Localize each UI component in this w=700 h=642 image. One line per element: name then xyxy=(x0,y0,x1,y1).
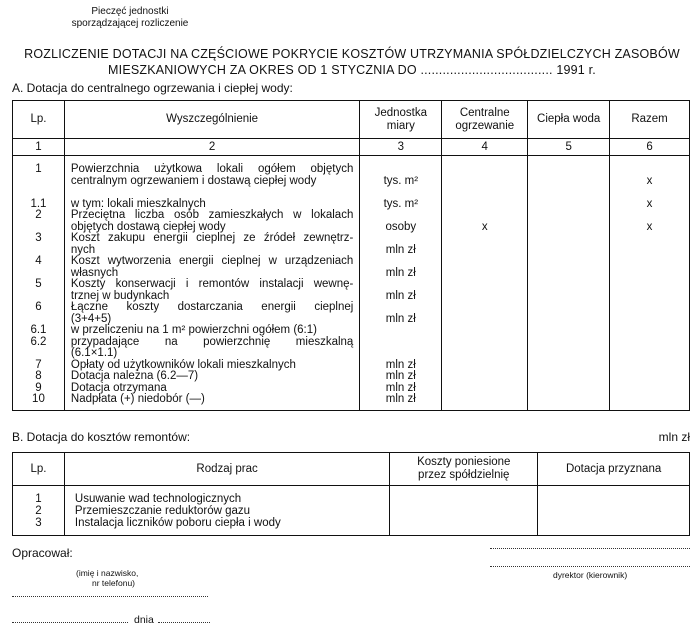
b-header-lp: Lp. xyxy=(13,453,65,486)
stamp-line-1: Pieczęć jednostki xyxy=(91,6,169,17)
row-description-line: (3+4+5) xyxy=(70,312,112,325)
row-lp-line: 3 xyxy=(35,232,42,244)
row-unit-line xyxy=(360,164,441,176)
row-lp xyxy=(13,156,65,199)
row-total-line xyxy=(610,337,689,349)
row-lp-line: 9 xyxy=(35,381,42,394)
row-central-heating[interactable] xyxy=(442,371,528,383)
row-description xyxy=(64,210,359,233)
b-costs-cell[interactable] xyxy=(390,486,538,536)
row-hot-water-line xyxy=(528,210,609,222)
row-unit-line: mln zł xyxy=(385,370,416,382)
b-header-costs-text: Koszty poniesione przez spółdzielnię xyxy=(417,456,511,481)
row-hot-water-line xyxy=(528,302,609,314)
header-unit-text: Jednostka miary xyxy=(374,106,428,132)
row-description-line: Koszt wytworzenia energii cieplnej w urządzeniach xyxy=(70,255,354,267)
row-unit-line xyxy=(360,348,441,360)
row-central-heating[interactable] xyxy=(442,256,528,279)
row-central-heating-line xyxy=(442,199,527,211)
header-unit xyxy=(360,101,442,139)
row-central-heating[interactable] xyxy=(442,383,528,395)
row-central-heating[interactable] xyxy=(442,325,528,337)
row-description-line: nych xyxy=(70,243,96,256)
row-description-line: (6.1×1.1) xyxy=(70,347,118,359)
row-central-heating[interactable] xyxy=(442,279,528,302)
row-unit xyxy=(360,337,442,360)
b-header-costs xyxy=(390,453,538,486)
row-unit xyxy=(360,199,442,211)
row-description-line: objętych dostawą ciepłej wody xyxy=(70,220,226,233)
row-unit-line: mln zł xyxy=(385,393,416,405)
row-total[interactable] xyxy=(610,302,690,325)
row-unit-line: mln zł xyxy=(385,312,416,325)
row-unit-line xyxy=(360,187,441,199)
col-num-1: 1 xyxy=(13,139,65,156)
table-row xyxy=(13,371,690,383)
row-hot-water-line xyxy=(528,383,609,395)
b-lp-1: 1 xyxy=(35,493,42,505)
row-description xyxy=(64,279,359,302)
col-num-3: 3 xyxy=(360,139,442,156)
row-total[interactable] xyxy=(610,394,690,410)
date-line[interactable] xyxy=(158,622,210,623)
table-row xyxy=(13,233,690,256)
row-lp xyxy=(13,337,65,360)
row-hot-water[interactable] xyxy=(528,210,610,233)
row-total-line xyxy=(610,279,689,291)
row-total[interactable] xyxy=(610,233,690,256)
row-unit-line: mln zł xyxy=(385,243,416,256)
row-lp xyxy=(13,210,65,233)
row-description-line: Koszty konserwacji i remontów instalacji wewnę- xyxy=(70,278,354,290)
row-central-heating[interactable] xyxy=(442,302,528,325)
row-lp xyxy=(13,279,65,302)
row-lp-line: 4 xyxy=(35,255,42,267)
table-row xyxy=(13,337,690,360)
col-num-6: 6 xyxy=(610,139,690,156)
row-lp xyxy=(13,325,65,337)
header-central-heating xyxy=(442,101,528,139)
header-total: Razem xyxy=(610,101,690,139)
row-central-heating-line xyxy=(442,337,527,349)
row-lp-line xyxy=(13,348,64,360)
table-row xyxy=(13,256,690,279)
row-description xyxy=(64,233,359,256)
row-hot-water[interactable] xyxy=(528,371,610,383)
row-description-line: Powierzchnia użytkowa lokali ogółem objętych xyxy=(70,163,354,175)
row-total-line xyxy=(610,371,689,383)
row-unit-line xyxy=(360,302,441,314)
row-hot-water-line xyxy=(528,337,609,349)
row-description xyxy=(64,337,359,360)
row-unit-line: mln zł xyxy=(385,358,416,371)
row-total-line: x xyxy=(646,197,653,210)
row-hot-water-line xyxy=(528,325,609,337)
row-total[interactable] xyxy=(610,371,690,383)
row-unit xyxy=(360,156,442,199)
row-unit xyxy=(360,210,442,233)
row-unit-line: mln zł xyxy=(385,381,416,394)
row-description-line: Opłaty od użytkowników lokali mieszkalnych xyxy=(70,358,296,371)
row-central-heating-line xyxy=(442,360,527,372)
section-b-heading: B. Dotacja do kosztów remontów: xyxy=(12,430,191,444)
row-total-line: x xyxy=(646,174,653,187)
row-hot-water[interactable] xyxy=(528,337,610,360)
row-total-line xyxy=(610,187,689,199)
row-hot-water[interactable] xyxy=(528,325,610,337)
section-a-rows xyxy=(13,156,690,411)
section-a-table xyxy=(12,100,690,411)
b-grant-cell[interactable] xyxy=(538,486,690,536)
prepared-by-label: Opracował: xyxy=(12,546,73,560)
row-unit xyxy=(360,256,442,279)
row-description-line: własnych xyxy=(70,266,119,279)
row-hot-water[interactable] xyxy=(528,279,610,302)
row-description-line: Dotacja należna (6.2—7) xyxy=(70,370,199,382)
col-num-5: 5 xyxy=(528,139,610,156)
row-lp-line: 1.1 xyxy=(30,197,47,210)
row-lp-line: 6 xyxy=(35,301,42,313)
row-total-line: x xyxy=(646,220,653,233)
row-unit-line xyxy=(360,233,441,245)
b-header-grant: Dotacja przyznana xyxy=(538,453,690,486)
row-lp-line: 5 xyxy=(35,278,42,290)
row-unit-line: mln zł xyxy=(385,289,416,302)
row-description xyxy=(64,156,359,199)
row-description xyxy=(64,394,359,410)
col-num-2: 2 xyxy=(64,139,359,156)
row-description-line: Łączne koszty dostarczania energii cieplnej xyxy=(70,301,354,313)
section-b-table xyxy=(12,452,690,536)
row-lp-line: 10 xyxy=(32,393,45,405)
stamp-label xyxy=(50,6,210,30)
row-unit xyxy=(360,233,442,256)
row-central-heating[interactable] xyxy=(442,360,528,372)
row-lp-line xyxy=(13,187,64,199)
row-hot-water-line xyxy=(528,279,609,291)
name-line[interactable] xyxy=(12,596,208,597)
row-total[interactable] xyxy=(610,383,690,395)
row-description-line: Koszt zakupu energii cieplnej ze źródeł zewnętrz- xyxy=(70,232,354,244)
row-hot-water[interactable] xyxy=(528,302,610,325)
row-central-heating[interactable] xyxy=(442,199,528,211)
b-lp-cell xyxy=(13,486,65,536)
b-desc-2: Przemieszczanie reduktorów gazu xyxy=(74,505,251,517)
row-hot-water-line xyxy=(528,199,609,211)
row-hot-water[interactable] xyxy=(528,156,610,199)
table-row xyxy=(13,210,690,233)
row-lp-line: 6.2 xyxy=(30,335,47,348)
document-title xyxy=(8,46,696,78)
b-header-work-type: Rodzaj prac xyxy=(64,453,389,486)
name-hint-1: (imię i nazwisko, xyxy=(76,568,139,578)
row-hot-water-line xyxy=(528,164,609,176)
row-central-heating[interactable] xyxy=(442,337,528,360)
row-description xyxy=(64,371,359,383)
row-central-heating-line xyxy=(442,394,527,406)
title-line-2: MIESZKANIOWYCH ZA OKRES OD 1 STYCZNIA DO .................................... 1991 r. xyxy=(108,63,596,77)
row-central-heating-line xyxy=(442,383,527,395)
header-lp: Lp. xyxy=(13,101,65,139)
row-unit-line xyxy=(360,256,441,268)
row-lp-line: 2 xyxy=(35,209,42,221)
row-lp-line: 7 xyxy=(35,358,42,371)
row-lp xyxy=(13,233,65,256)
row-total[interactable] xyxy=(610,210,690,233)
director-label: dyrektor (kierownik) xyxy=(553,570,628,580)
day-label: dnia xyxy=(134,614,154,626)
row-description-line: Dotacja otrzymana xyxy=(70,381,167,394)
row-description-line: trznej w budynkach xyxy=(70,289,170,302)
row-total-line xyxy=(610,233,689,245)
name-hint-2: nr telefonu) xyxy=(92,578,135,588)
row-unit xyxy=(360,279,442,302)
b-rows xyxy=(13,486,690,536)
row-hot-water[interactable] xyxy=(528,199,610,211)
row-hot-water[interactable] xyxy=(528,360,610,372)
row-central-heating-line: x xyxy=(481,220,488,233)
row-unit xyxy=(360,371,442,383)
row-central-heating-line xyxy=(442,210,527,222)
row-total[interactable] xyxy=(610,256,690,279)
header-hot-water: Ciepła woda xyxy=(528,101,610,139)
b-lp-2: 2 xyxy=(35,505,42,517)
table-row xyxy=(13,302,690,325)
row-lp xyxy=(13,256,65,279)
row-total-line xyxy=(610,383,689,395)
row-central-heating-line xyxy=(442,302,527,314)
row-description-line: przypadające na powierzchnię mieszkalną xyxy=(70,335,354,348)
row-lp xyxy=(13,394,65,410)
row-unit-line: mln zł xyxy=(385,266,416,279)
row-total[interactable] xyxy=(610,279,690,302)
row-total[interactable] xyxy=(610,337,690,360)
row-hot-water-line xyxy=(528,371,609,383)
col-num-4: 4 xyxy=(442,139,528,156)
header-central-heating-text: Centralne ogrzewanie xyxy=(455,106,515,132)
row-hot-water[interactable] xyxy=(528,233,610,256)
signature-line-top xyxy=(490,548,690,549)
row-unit-line xyxy=(360,325,441,337)
row-description-line: Nadpłata (+) niedobór (—) xyxy=(70,393,205,405)
row-central-heating-line xyxy=(442,164,527,176)
row-lp-line: 1 xyxy=(35,163,42,175)
table-row xyxy=(13,156,690,199)
row-description-line: w tym: lokali mieszkalnych xyxy=(70,197,206,210)
b-desc-3: Instalacja liczników poboru ciepła i wody xyxy=(74,517,281,529)
b-lp-3: 3 xyxy=(35,517,42,529)
table-row xyxy=(13,394,690,410)
table-row xyxy=(13,325,690,337)
row-hot-water-line xyxy=(528,394,609,406)
row-description-line: centralnym ogrzewaniem i dostawą ciepłej wody xyxy=(70,174,317,187)
row-central-heating-line xyxy=(442,233,527,245)
row-lp xyxy=(13,302,65,325)
row-total-line xyxy=(610,394,689,406)
row-hot-water[interactable] xyxy=(528,383,610,395)
row-hot-water[interactable] xyxy=(528,394,610,410)
b-desc-1: Usuwanie wad technologicznych xyxy=(74,493,242,505)
header-description: Wyszczególnienie xyxy=(64,101,359,139)
row-central-heating[interactable] xyxy=(442,210,528,233)
row-unit-line xyxy=(360,337,441,349)
row-description xyxy=(64,256,359,279)
row-unit-line: osoby xyxy=(385,220,417,233)
row-description xyxy=(64,302,359,325)
b-desc-cell xyxy=(64,486,389,536)
row-total-line xyxy=(610,325,689,337)
row-hot-water-line xyxy=(528,256,609,268)
row-unit xyxy=(360,302,442,325)
row-total-line xyxy=(610,256,689,268)
row-central-heating-line xyxy=(442,371,527,383)
row-central-heating-line xyxy=(442,325,527,337)
row-unit xyxy=(360,394,442,410)
table-row xyxy=(13,279,690,302)
director-signature-line[interactable] xyxy=(490,566,690,567)
row-total[interactable] xyxy=(610,199,690,211)
row-unit-line: tys. m² xyxy=(383,197,419,210)
row-hot-water-line xyxy=(528,360,609,372)
row-total-line xyxy=(610,302,689,314)
row-total-line xyxy=(610,164,689,176)
row-central-heating[interactable] xyxy=(442,394,528,410)
row-description-line: Przeciętna liczba osób zamieszkałych w lokalach xyxy=(70,209,354,221)
section-a-heading: A. Dotacja do centralnego ogrzewania i ciepłej wody: xyxy=(12,81,293,95)
title-line-1: ROZLICZENIE DOTACJI NA CZĘŚCIOWE POKRYCIE KOSZTÓW UTRZYMANIA SPÓŁDZIELCZYCH ZASOBÓW xyxy=(24,47,680,61)
section-b-unit: mln zł xyxy=(658,430,690,444)
row-lp-line: 8 xyxy=(35,370,42,382)
stamp-line-2: sporządzającej rozliczenie xyxy=(71,18,189,29)
row-unit-line xyxy=(360,210,441,222)
row-lp-line xyxy=(13,176,64,188)
row-central-heating[interactable] xyxy=(442,156,528,199)
row-central-heating-line xyxy=(442,279,527,291)
row-total[interactable] xyxy=(610,360,690,372)
place-line[interactable] xyxy=(12,622,128,623)
row-total[interactable] xyxy=(610,156,690,199)
row-central-heating-line xyxy=(442,256,527,268)
row-hot-water[interactable] xyxy=(528,256,610,279)
row-total-line xyxy=(610,210,689,222)
row-total-line xyxy=(610,360,689,372)
row-unit-line xyxy=(360,279,441,291)
row-hot-water-line xyxy=(528,233,609,245)
row-total[interactable] xyxy=(610,325,690,337)
row-central-heating[interactable] xyxy=(442,233,528,256)
row-unit-line: tys. m² xyxy=(383,174,419,187)
row-unit xyxy=(360,325,442,337)
row-description xyxy=(64,325,359,337)
row-lp-line: 6.1 xyxy=(30,324,47,336)
row-description-line: w przeliczeniu na 1 m² powierzchni ogółem (6:1) xyxy=(70,324,317,336)
row-lp xyxy=(13,371,65,383)
